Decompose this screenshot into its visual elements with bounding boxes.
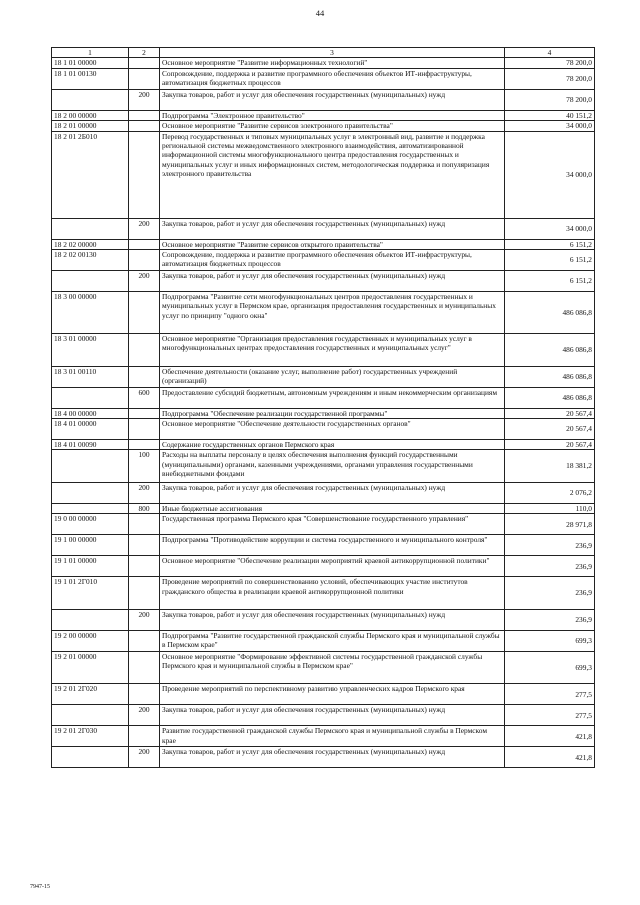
description-cell: Сопровождение, поддержка и развитие программного обеспечения объектов ИТ-инфраструктуры, автоматизация бюджетных процессов	[160, 250, 505, 271]
table-row	[52, 366, 595, 387]
amount-cell: 486 086,8	[505, 292, 595, 334]
amount-cell: 486 086,8	[505, 334, 595, 367]
description-cell: Закупка товаров, работ и услуг для обеспечения государственных (муниципальных) нужд	[160, 271, 505, 292]
target-code-cell: 19 2 01 2Г030	[52, 726, 129, 747]
amount-cell: 18 381,2	[505, 450, 595, 483]
description-cell: Подпрограмма "Развитие сети многофункциональных центров предоставления государственных и муниципальных услуг в Пермском крае, организация предоставления государственных и муниципальных услуг по принципу "одного окна"	[160, 292, 505, 334]
description-cell: Закупка товаров, работ и услуг для обеспечения государственных (муниципальных) нужд	[160, 89, 505, 110]
target-code-cell: 18 2 02 00000	[52, 239, 129, 249]
expense-type-cell	[129, 366, 160, 387]
expense-type-cell: 200	[129, 89, 160, 110]
description-cell: Предоставление субсидий бюджетным, автономным учреждениям и иным некоммерческим организациям	[160, 387, 505, 408]
description-cell: Государственная программа Пермского края "Совершенствование государственного управления"	[160, 514, 505, 535]
header-cell: 1	[52, 48, 129, 58]
table-row	[52, 239, 595, 249]
expense-type-cell	[129, 535, 160, 556]
amount-cell: 110,0	[505, 503, 595, 513]
expense-type-cell	[129, 68, 160, 89]
description-cell: Закупка товаров, работ и услуг для обеспечения государственных (муниципальных) нужд	[160, 609, 505, 630]
description-cell: Подпрограмма "Развитие государственной гражданской службы Пермского края и муниципальной службы в Пермском крае"	[160, 630, 505, 651]
table-row	[52, 556, 595, 577]
expense-type-cell	[129, 239, 160, 249]
target-code-cell	[52, 271, 129, 292]
amount-cell: 6 151,2	[505, 250, 595, 271]
table-row	[52, 89, 595, 110]
amount-cell: 699,3	[505, 630, 595, 651]
table-row	[52, 110, 595, 120]
amount-cell: 236,9	[505, 577, 595, 610]
target-code-cell: 18 2 00 00000	[52, 110, 129, 120]
table-row	[52, 651, 595, 684]
expense-type-cell	[129, 334, 160, 367]
target-code-cell	[52, 89, 129, 110]
header-cell: 2	[129, 48, 160, 58]
table-row	[52, 250, 595, 271]
table-row	[52, 630, 595, 651]
target-code-cell: 18 4 01 00090	[52, 439, 129, 449]
amount-cell: 6 151,2	[505, 271, 595, 292]
amount-cell: 6 151,2	[505, 239, 595, 249]
expense-type-cell: 800	[129, 503, 160, 513]
expense-type-cell	[129, 121, 160, 131]
table-row	[52, 747, 595, 768]
target-code-cell: 19 2 01 00000	[52, 651, 129, 684]
table-row	[52, 334, 595, 367]
expense-type-cell	[129, 292, 160, 334]
amount-cell: 236,9	[505, 556, 595, 577]
description-cell: Основное мероприятие "Организация предоставления государственных и муниципальных услуг в многофункциональных центрах предоставления государственных и муниципальных услуг"	[160, 334, 505, 367]
amount-cell: 40 151,2	[505, 110, 595, 120]
amount-cell: 28 971,8	[505, 514, 595, 535]
description-cell: Обеспечение деятельности (оказание услуг, выполнение работ) государственных учреждений (организаций)	[160, 366, 505, 387]
description-cell: Основное мероприятие "Развитие информационных технологий"	[160, 58, 505, 68]
target-code-cell: 18 2 01 2Б010	[52, 131, 129, 218]
amount-cell: 699,3	[505, 651, 595, 684]
expense-type-cell	[129, 58, 160, 68]
description-cell: Основное мероприятие "Развитие сервисов открытого правительства"	[160, 239, 505, 249]
description-cell: Закупка товаров, работ и услуг для обеспечения государственных (муниципальных) нужд	[160, 747, 505, 768]
description-cell: Закупка товаров, работ и услуг для обеспечения государственных (муниципальных) нужд	[160, 482, 505, 503]
target-code-cell	[52, 482, 129, 503]
target-code-cell	[52, 218, 129, 239]
amount-cell: 2 076,2	[505, 482, 595, 503]
table-row	[52, 292, 595, 334]
amount-cell: 78 200,0	[505, 89, 595, 110]
expense-type-cell	[129, 684, 160, 705]
target-code-cell: 18 2 02 00130	[52, 250, 129, 271]
description-cell: Основное мероприятие "Развитие сервисов электронного правительства"	[160, 121, 505, 131]
table-row	[52, 514, 595, 535]
amount-cell: 78 200,0	[505, 68, 595, 89]
target-code-cell	[52, 450, 129, 483]
table-row	[52, 439, 595, 449]
description-cell: Перевод государственных и типовых муниципальных услуг в электронный вид, развитие и поддержка региональной системы межведомственного электронного взаимодействия, автоматизированной информационной системы многофункционального центра предоставления государственных и муниципальных услуг и иных информационных систем, методологическая поддержка и популяризация электронного правительства	[160, 131, 505, 218]
target-code-cell: 18 3 01 00110	[52, 366, 129, 387]
target-code-cell	[52, 387, 129, 408]
expense-type-cell	[129, 577, 160, 610]
expense-type-cell: 200	[129, 482, 160, 503]
description-cell: Содержание государственных органов Пермского края	[160, 439, 505, 449]
table-row	[52, 58, 595, 68]
description-cell: Основное мероприятие "Обеспечение деятельности государственных органов"	[160, 418, 505, 439]
budget-table	[51, 47, 595, 768]
amount-cell: 486 086,8	[505, 366, 595, 387]
amount-cell: 236,9	[505, 535, 595, 556]
expense-type-cell	[129, 439, 160, 449]
description-cell: Основное мероприятие "Формирование эффективной системы государственной гражданской службы Пермского края и муниципальной службы в Пермском крае"	[160, 651, 505, 684]
table-row	[52, 408, 595, 418]
table-row	[52, 726, 595, 747]
description-cell: Проведение мероприятий по совершенствованию условий, обеспечивающих участие институтов гражданского общества в реализации краевой антикоррупционной политики	[160, 577, 505, 610]
table-row	[52, 450, 595, 483]
description-cell: Сопровождение, поддержка и развитие программного обеспечения объектов ИТ-инфраструктуры, автоматизация бюджетных процессов	[160, 68, 505, 89]
table-row	[52, 121, 595, 131]
table-row	[52, 218, 595, 239]
amount-cell: 421,8	[505, 747, 595, 768]
table-header-row	[52, 48, 595, 58]
target-code-cell: 19 2 00 00000	[52, 630, 129, 651]
amount-cell: 34 000,0	[505, 218, 595, 239]
target-code-cell: 18 3 00 00000	[52, 292, 129, 334]
target-code-cell: 19 2 01 2Г020	[52, 684, 129, 705]
expense-type-cell: 200	[129, 218, 160, 239]
expense-type-cell: 200	[129, 271, 160, 292]
target-code-cell: 18 3 01 00000	[52, 334, 129, 367]
target-code-cell	[52, 609, 129, 630]
amount-cell: 486 086,8	[505, 387, 595, 408]
amount-cell: 421,8	[505, 726, 595, 747]
amount-cell: 20 567,4	[505, 439, 595, 449]
table-row	[52, 577, 595, 610]
target-code-cell	[52, 503, 129, 513]
amount-cell: 20 567,4	[505, 408, 595, 418]
description-cell: Иные бюджетные ассигнования	[160, 503, 505, 513]
amount-cell: 277,5	[505, 684, 595, 705]
page-number: 44	[315, 8, 325, 18]
target-code-cell: 18 1 01 00000	[52, 58, 129, 68]
amount-cell: 20 567,4	[505, 418, 595, 439]
amount-cell: 34 000,0	[505, 121, 595, 131]
description-cell: Подпрограмма "Обеспечение реализации государственной программы"	[160, 408, 505, 418]
expense-type-cell: 200	[129, 609, 160, 630]
table-row	[52, 535, 595, 556]
header-cell: 3	[160, 48, 505, 58]
expense-type-cell: 200	[129, 705, 160, 726]
header-cell: 4	[505, 48, 595, 58]
target-code-cell: 18 4 00 00000	[52, 408, 129, 418]
description-cell: Основное мероприятие "Обеспечение реализации мероприятий краевой антикоррупционной политики"	[160, 556, 505, 577]
expense-type-cell	[129, 726, 160, 747]
target-code-cell: 18 4 01 00000	[52, 418, 129, 439]
description-cell: Закупка товаров, работ и услуг для обеспечения государственных (муниципальных) нужд	[160, 705, 505, 726]
description-cell: Развитие государственной гражданской службы Пермского края и муниципальной службы в Пермском крае	[160, 726, 505, 747]
expense-type-cell	[129, 514, 160, 535]
document-code: 7947-15	[30, 884, 50, 890]
target-code-cell: 19 1 01 2Г010	[52, 577, 129, 610]
description-cell: Расходы на выплаты персоналу в целях обеспечения выполнения функций государственными (муниципальными) органами, казенными учреждениями, органами управления государственными внебюджетными фондами	[160, 450, 505, 483]
table-row	[52, 482, 595, 503]
target-code-cell	[52, 747, 129, 768]
amount-cell: 78 200,0	[505, 58, 595, 68]
description-cell: Подпрограмма "Электронное правительство"	[160, 110, 505, 120]
description-cell: Проведение мероприятий по перспективному развитию управленческих кадров Пермского края	[160, 684, 505, 705]
target-code-cell: 18 1 01 00130	[52, 68, 129, 89]
amount-cell: 236,9	[505, 609, 595, 630]
table-row	[52, 418, 595, 439]
target-code-cell	[52, 705, 129, 726]
expense-type-cell	[129, 110, 160, 120]
expense-type-cell: 200	[129, 747, 160, 768]
expense-type-cell	[129, 131, 160, 218]
table-row	[52, 503, 595, 513]
table-row	[52, 705, 595, 726]
table-row	[52, 387, 595, 408]
expense-type-cell	[129, 408, 160, 418]
table-row	[52, 271, 595, 292]
amount-cell: 277,5	[505, 705, 595, 726]
expense-type-cell	[129, 651, 160, 684]
expense-type-cell	[129, 250, 160, 271]
table-row	[52, 609, 595, 630]
description-cell: Закупка товаров, работ и услуг для обеспечения государственных (муниципальных) нужд	[160, 218, 505, 239]
target-code-cell: 18 2 01 00000	[52, 121, 129, 131]
target-code-cell: 19 1 01 00000	[52, 556, 129, 577]
target-code-cell: 19 0 00 00000	[52, 514, 129, 535]
expense-type-cell	[129, 556, 160, 577]
expense-type-cell	[129, 630, 160, 651]
expense-type-cell	[129, 418, 160, 439]
table-row	[52, 68, 595, 89]
description-cell: Подпрограмма "Противодействие коррупции и система государственного и муниципального контроля"	[160, 535, 505, 556]
expense-type-cell: 600	[129, 387, 160, 408]
table-row	[52, 684, 595, 705]
amount-cell: 34 000,0	[505, 131, 595, 218]
expense-type-cell: 100	[129, 450, 160, 483]
target-code-cell: 19 1 00 00000	[52, 535, 129, 556]
table-row	[52, 131, 595, 218]
